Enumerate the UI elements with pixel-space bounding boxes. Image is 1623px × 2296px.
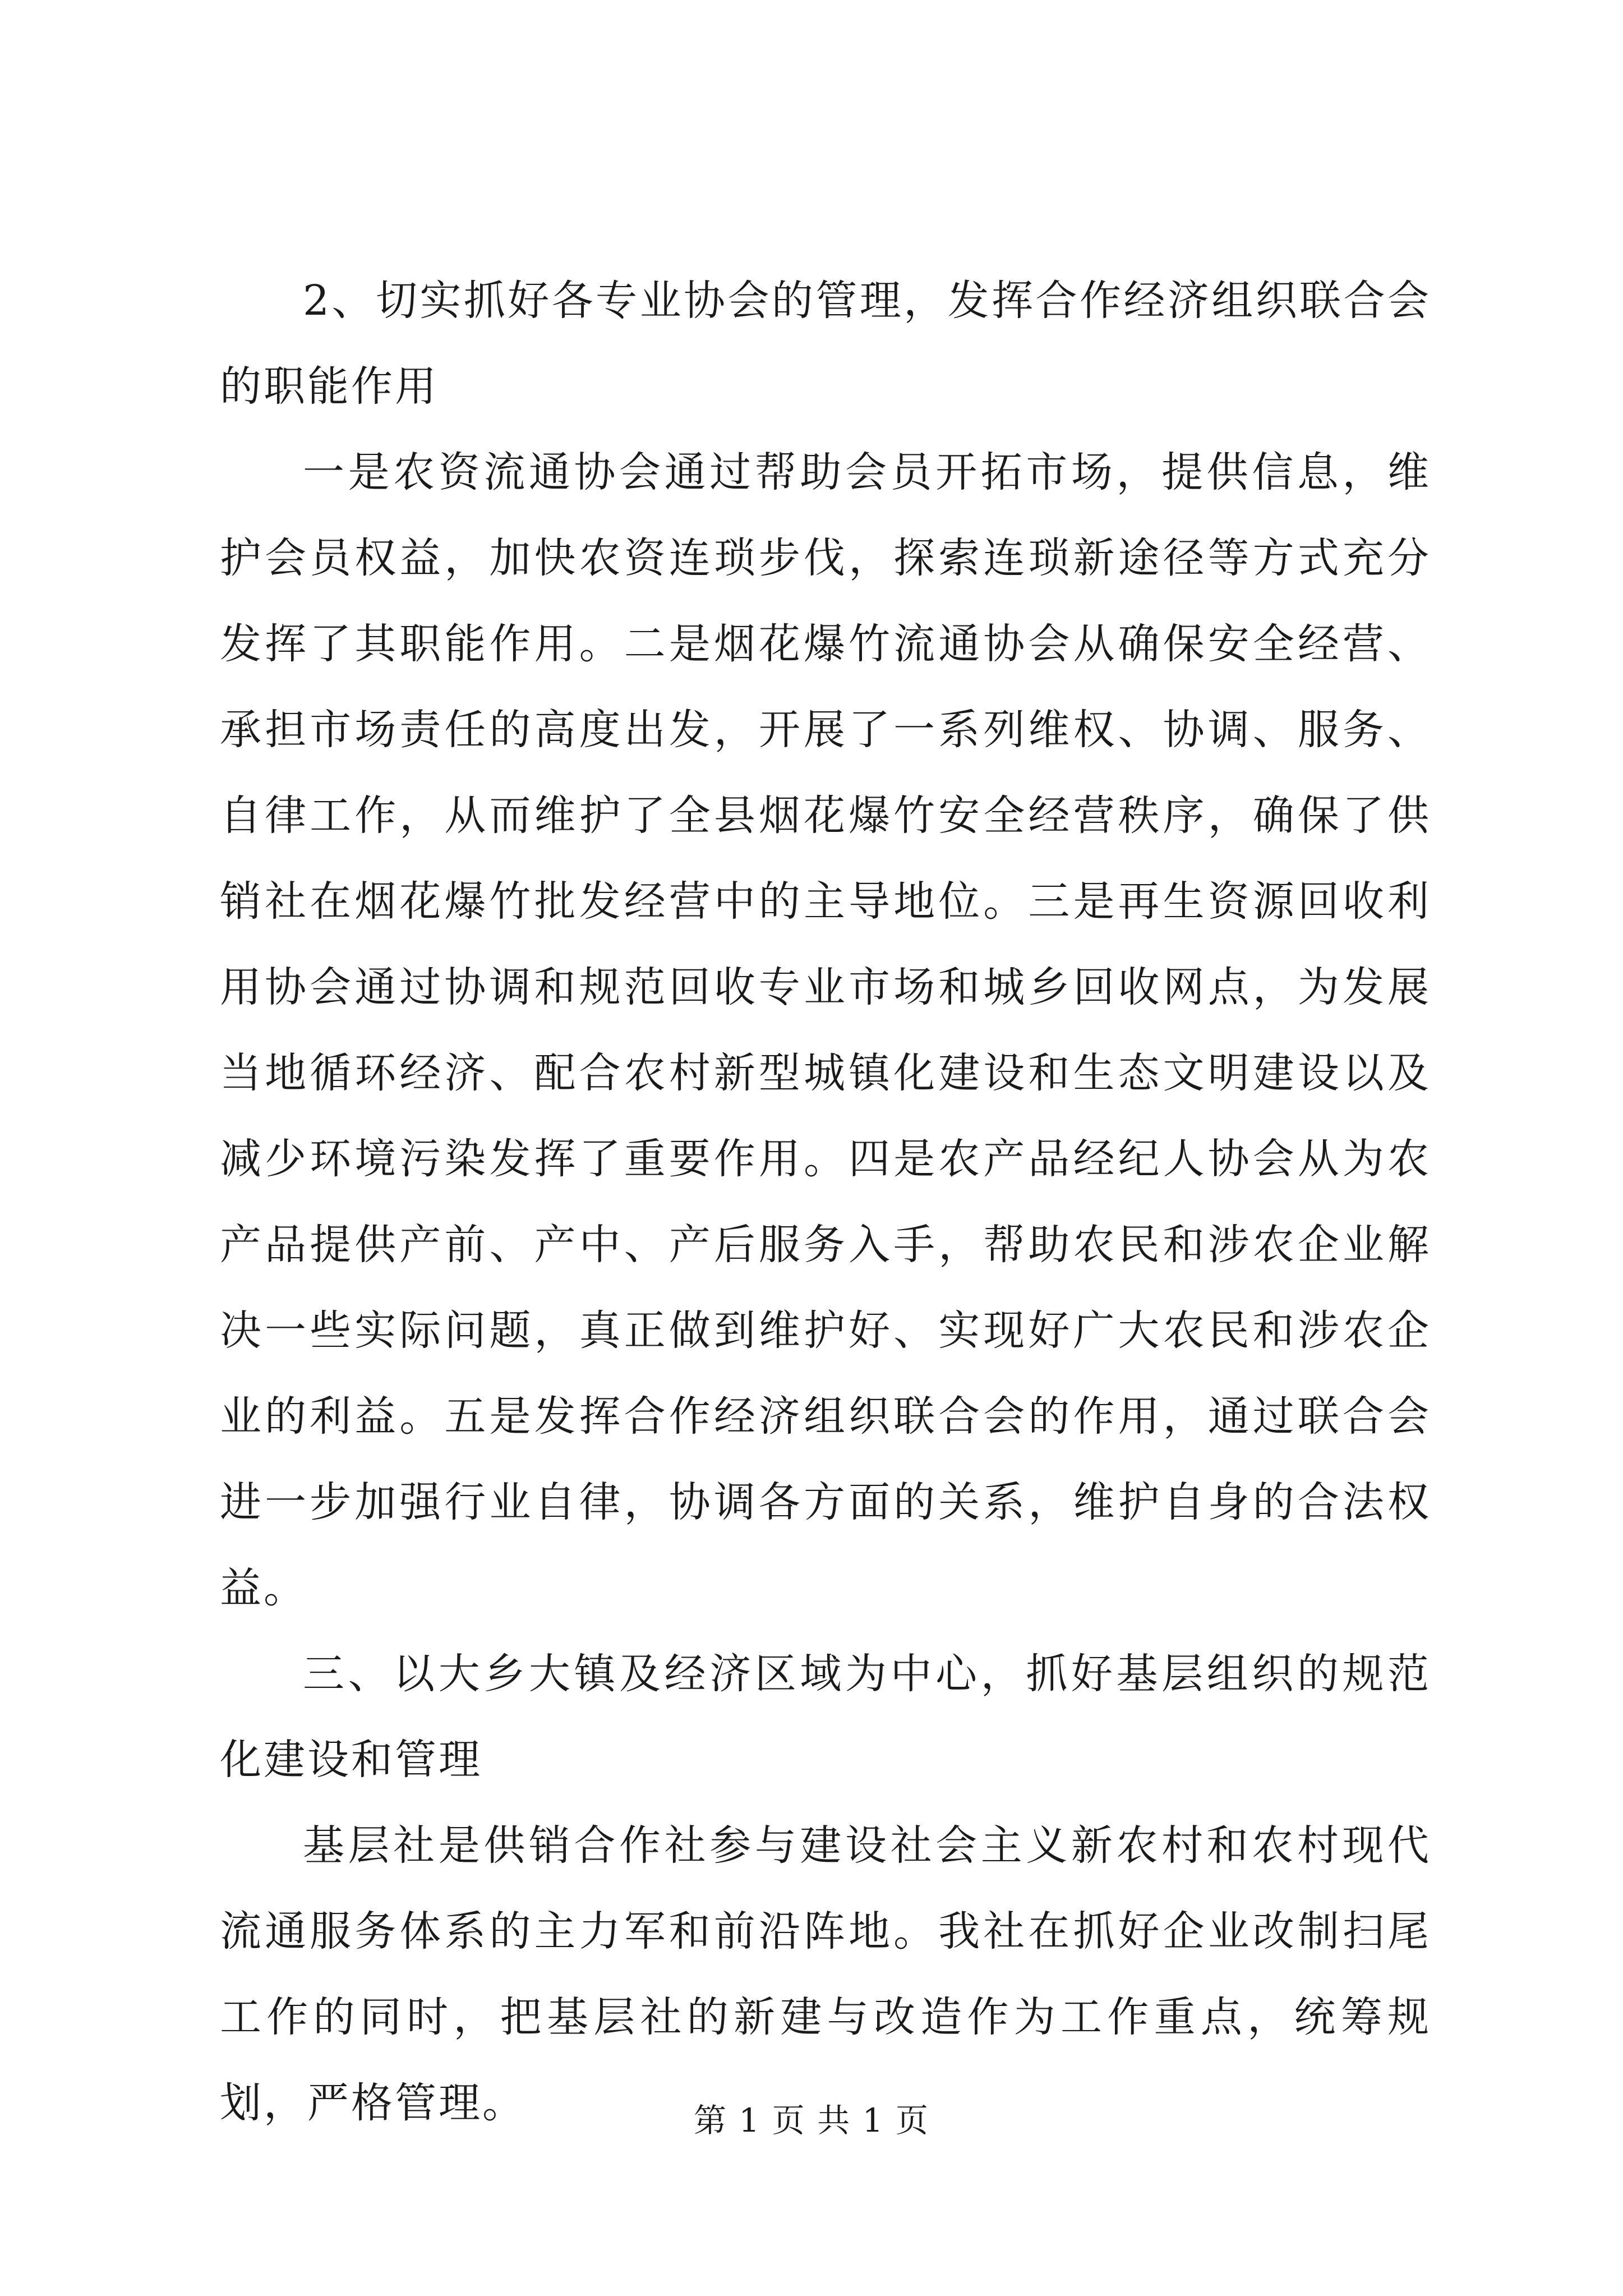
document-body bbox=[220, 258, 1431, 2146]
section-heading-2: 2、切实抓好各专业协会的管理，发挥合作经济组织联合会的职能作用 bbox=[220, 277, 1431, 411]
page-number-footer: 第 1 页 共 1 页 bbox=[694, 2101, 929, 2139]
paragraph-grassroots: 基层社是供销合作社参与建设社会主义新农村和农村现代流通服务体系的主力军和前沿阵地。我社在抓好企业改制扫尾工作的同时，把基层社的新建与改造作为工作重点，统筹规划，严格管理。 bbox=[220, 1821, 1431, 2127]
paragraph-associations: 一是农资流通协会通过帮助会员开拓市场，提供信息，维护会员权益，加快农资连琐步伐，探索连琐新途径等方式充分发挥了其职能作用。二是烟花爆竹流通协会从确保安全经营、承担市场责任的高度出发，开展了一系列维权、协调、服务、自律工作，从而维护了全县烟花爆竹安全经营秩序，确保了供销社在烟花爆竹批发经营中的主导地位。三是再生资源回收利用协会通过协调和规范回收专业市场和城乡回收网点，为发展当地循环经济、配合农村新型城镇化建设和生态文明建设以及减少环境污染发挥了重要作用。四是农产品经纪人协会从为农产品提供产前、产中、产后服务入手，帮助农民和涉农企业解决一些实际问题，真正做到维护好、实现好广大农民和涉农企业的利益。五是发挥合作经济组织联合会的作用，通过联合会进一步加强行业自律，协调各方面的关系，维护自身的合法权益。 bbox=[220, 448, 1431, 1612]
section-heading-3: 三、以大乡大镇及经济区域为中心，抓好基层组织的规范化建设和管理 bbox=[220, 1650, 1431, 1784]
